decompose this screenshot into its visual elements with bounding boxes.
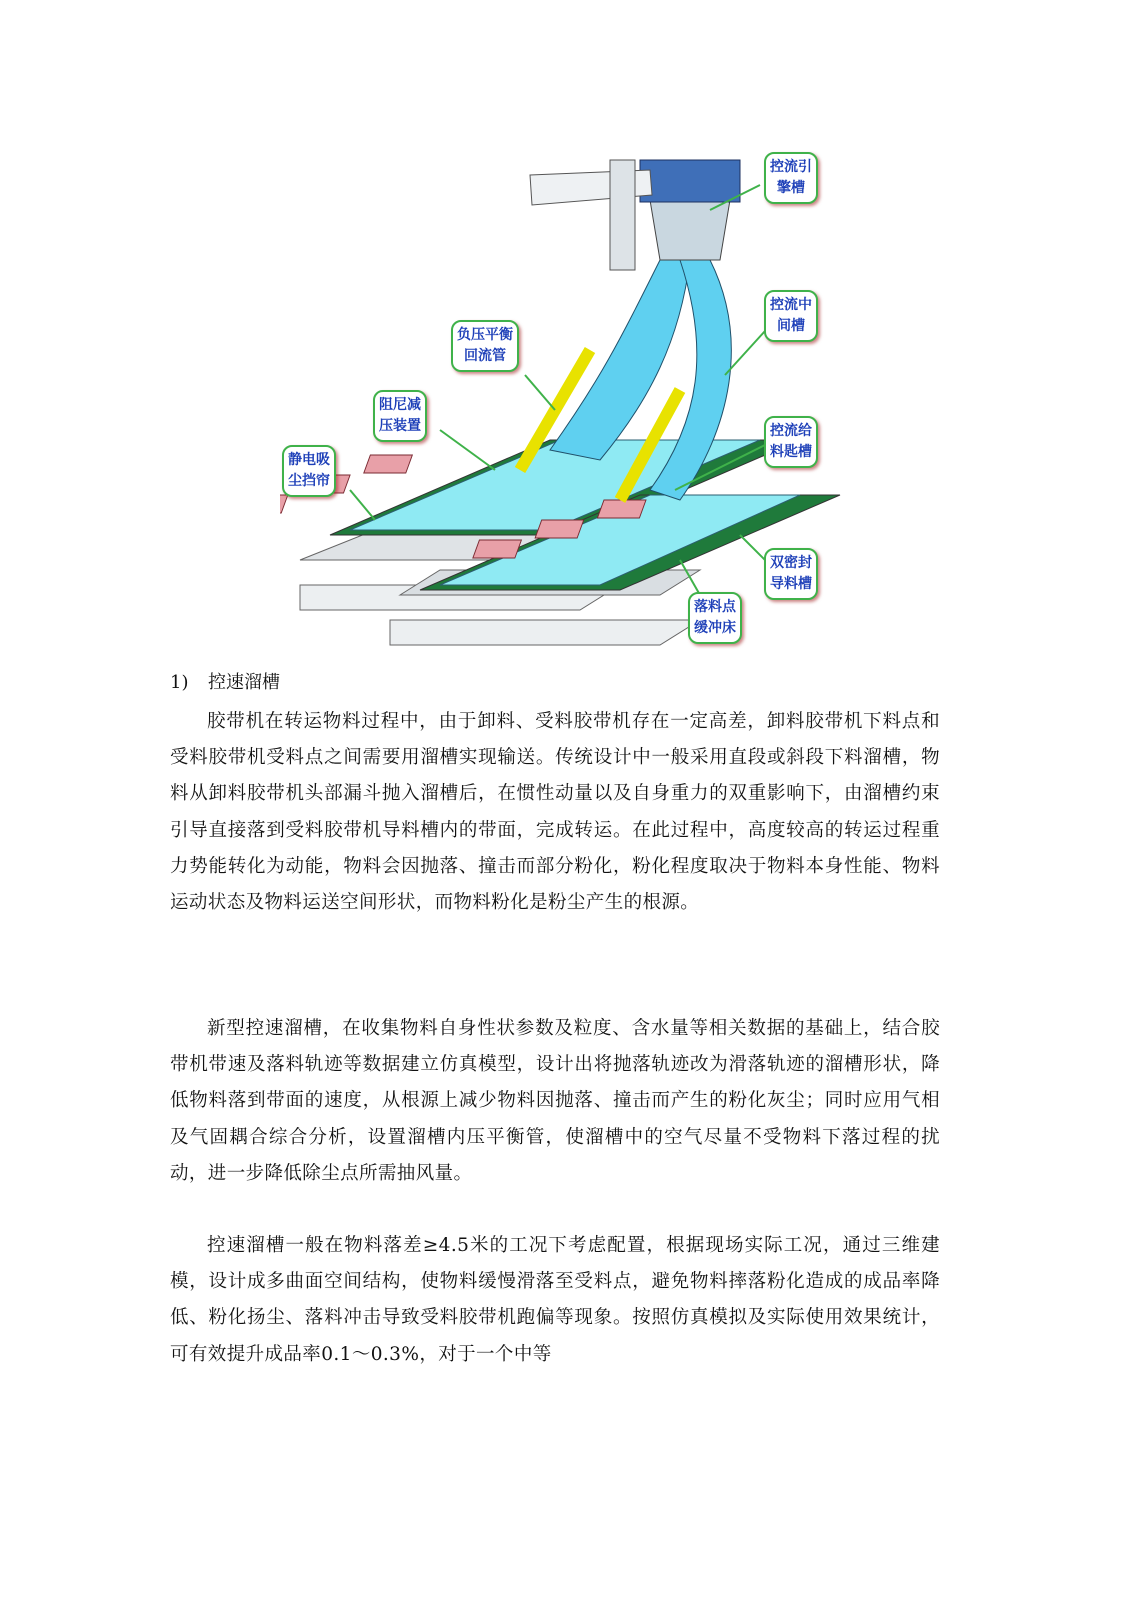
callout-double-seal-guide-trough: 双密封 导料槽 (764, 548, 818, 600)
callout-drop-point-buffer-bed: 落料点 缓冲床 (688, 592, 742, 644)
section-heading (170, 668, 280, 694)
callout-flow-control-middle-trough: 控流中 间槽 (764, 290, 818, 342)
callout-flow-control-engine-trough: 控流引 擎槽 (764, 152, 818, 204)
paragraph-2: 新型控速溜槽，在收集物料自身性状参数及粒度、含水量等相关数据的基础上，结合胶带机带速及落料轨迹等数据建立仿真模型，设计出将抛落轨迹改为滑落轨迹的溜槽形状，降低物料落到带面的速度，从根源上减少物料因抛落、撞击而产生的粉化灰尘；同时应用气相及气固耦合综合分析，设置溜槽内压平衡管，使溜槽中的空气尽量不受物料下落过程的扰动，进一步降低除尘点所需抽风量。 (170, 1018, 940, 1184)
section-title: 控速溜槽 (208, 672, 280, 693)
callout-damping-decompression-device: 阻尼减 压装置 (373, 390, 427, 442)
paragraph-3: 控速溜槽一般在物料落差≥4.5米的工况下考虑配置，根据现场实际工况，通过三维建模，设计成多曲面空间结构，使物料缓慢滑落至受料点，避免物料摔落粉化造成的成品率降低、粉化扬尘、落料冲击导致受料胶带机跑偏等现象。按照仿真模拟及实际使用效果统计，可有效提升成品率0.1～0.3%，对于一个中等 (170, 1235, 940, 1365)
callout-negative-pressure-return-pipe: 负压平衡 回流管 (451, 320, 519, 372)
chute-3d-model-figure (280, 140, 880, 660)
section-number: 1) (170, 672, 189, 693)
paragraph-1: 胶带机在转运物料过程中，由于卸料、受料胶带机存在一定高差，卸料胶带机下料点和受料胶带机受料点之间需要用溜槽实现输送。传统设计中一般采用直段或斜段下料溜槽，物料从卸料胶带机头部漏斗抛入溜槽后，在惯性动量以及自身重力的双重影响下，由溜槽约束引导直接落到受料胶带机导料槽内的带面，完成转运。在此过程中，高度较高的转运过程重力势能转化为动能，物料会因抛落、撞击而部分粉化，粉化程度取决于物料本身性能、物料运动状态及物料运送空间形状，而物料粉化是粉尘产生的根源。 (170, 711, 940, 914)
callout-electrostatic-dust-curtain: 静电吸 尘挡帘 (282, 445, 336, 497)
callout-flow-control-feed-spoon-trough: 控流给 料匙槽 (764, 416, 818, 468)
